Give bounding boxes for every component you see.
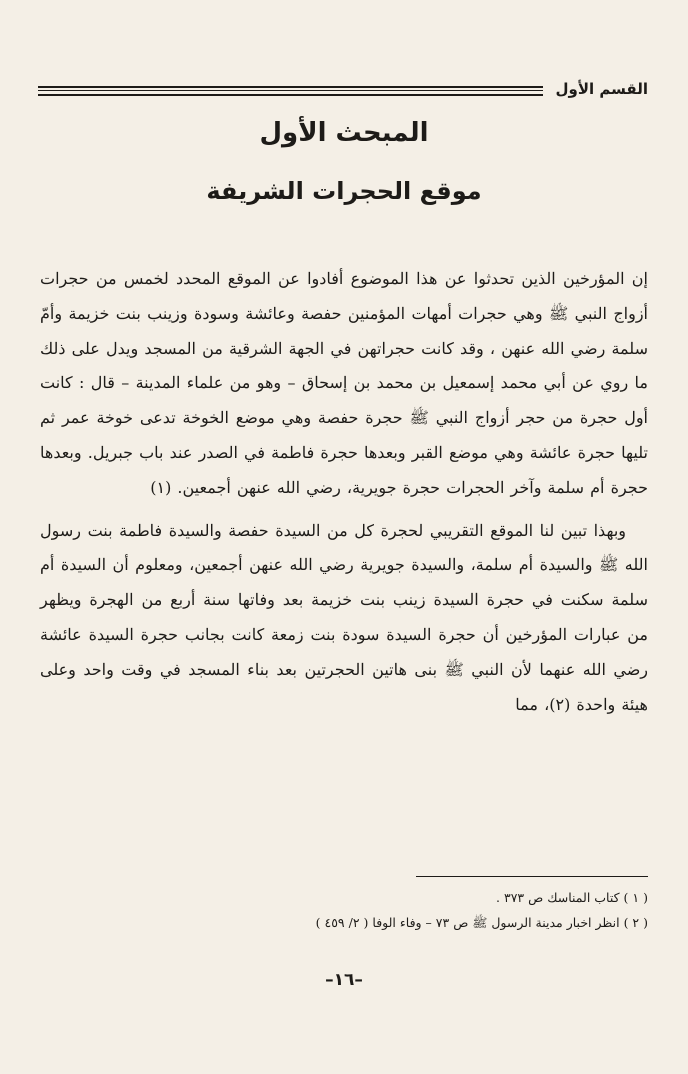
chapter-title: المبحث الأول — [259, 118, 429, 148]
header-rule-middle — [38, 90, 543, 91]
page-number: –١٦– — [325, 970, 363, 990]
footnote: ( ٢ ) انظر اخبار مدينة الرسول ﷺ ص ٧٣ – وفاء الوفا ( ٢/ ٤٥٩ ) — [315, 915, 648, 930]
body-text — [40, 262, 648, 722]
footnote-separator — [416, 876, 648, 877]
header-rule-top — [38, 86, 543, 88]
paragraph: وبهذا تبين لنا الموقع التقريبي لحجرة كل من السيدة حفصة والسيدة فاطمة بنت رسول الله ﷺ والسيدة أم سلمة، والسيدة جويرية رضي الله عنهن أجمعين، ومعلوم أن السيدة أم سلمة سكنت في حجرة السيدة زينب بنت خزيمة بعد وفاتها سنة أربع من الهجرة ويظهر من عبارات المؤرخين أن حجرة السيدة سودة بنت زمعة كانت بجانب حجرة السيدة عائشة رضي الله عنهما لأن النبي ﷺ بنى هاتين الحجرتين بعد بناء المسجد في وقت واحد وعلى هيئة واحدة (٢)، مما — [40, 520, 649, 714]
paragraph: إن المؤرخين الذين تحدثوا عن هذا الموضوع أفادوا عن الموقع المحدد لخمس من حجرات أزواج النبي ﷺ وهي حجرات أمهات المؤمنين حفصة وعائشة وسودة وزينب بنت خزيمة وأمّ سلمة رضي الله عنهن ، وقد كانت حجراتهن في الجهة الشرقية من المسجد ويدل على ذلك ما روي عن أبي محمد إسمعيل بن محمد بن إسحاق – وهو من علماء المدينة – قال : كانت أول حجرة من حجر أزواج النبي ﷺ حجرة حفصة وهي موضع الخوخة تدعى خوخة عمر ثم تليها حجرة عائشة وهي موضع القبر وبعدها حجرة فاطمة في الصدر عند باب جبريل. وبعدها حجرة أم سلمة وآخر الحجرات حجرة جويرية، رضي الله عنهن أجمعين. (١) — [40, 269, 648, 497]
footnotes — [40, 885, 648, 935]
running-header — [38, 80, 648, 102]
subject-title: موقع الحجرات الشريفة — [206, 177, 482, 205]
section-name: القسم الأول — [555, 80, 648, 98]
footnote: ( ١ ) كتاب المناسك ص ٣٧٣ . — [496, 890, 648, 905]
header-rule-bottom — [38, 94, 543, 96]
